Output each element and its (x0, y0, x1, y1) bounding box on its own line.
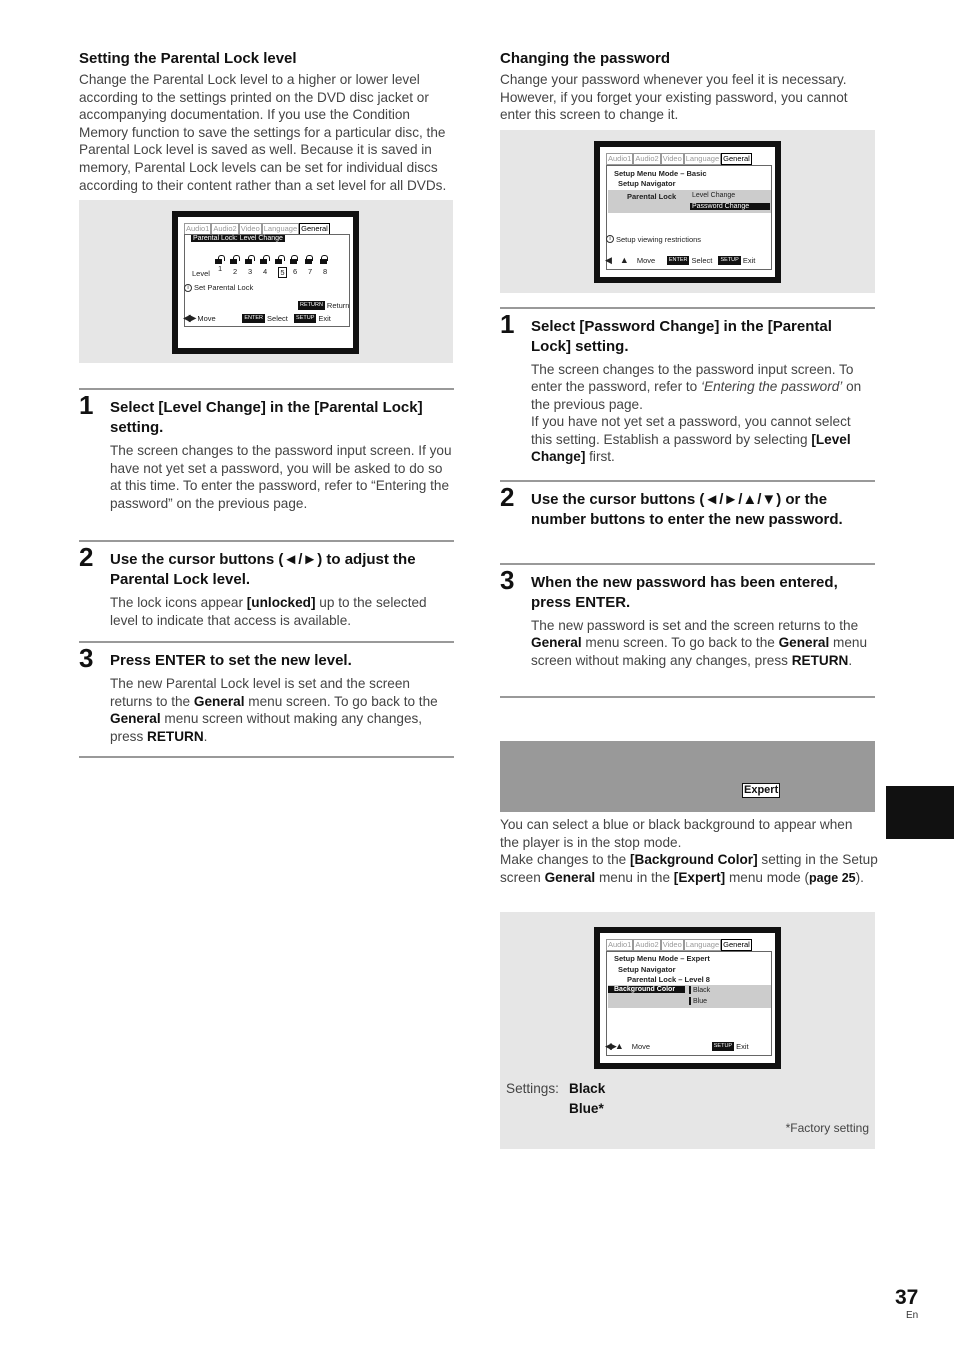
osd-info-text: Set Parental Lock (194, 283, 254, 293)
osd-tab: Audio1 (186, 224, 210, 234)
step-number: 3 (500, 564, 515, 595)
factory-setting-note: *Factory setting (785, 1121, 869, 1135)
osd-line: Setup Menu Mode – Basic (614, 168, 707, 178)
osd-info (606, 235, 701, 244)
osd-tab: Video (240, 224, 260, 234)
osd-screen-level-change (172, 211, 359, 354)
chapter-side-tab (886, 786, 954, 839)
page-reference: page 25 (809, 870, 856, 885)
info-icon: i (606, 235, 614, 243)
step-desc: The new Parental Lock level is set and the screen returns to the General menu screen. To go back to the General menu screen without making any changes, press RETURN. (110, 676, 438, 744)
step-number: 2 (500, 481, 515, 512)
osd-tab: Language (685, 153, 720, 163)
osd-return (298, 301, 349, 310)
osd-screen-password (594, 141, 781, 283)
osd-tabs (606, 939, 752, 951)
step-title: Select [Password Change] in the [Parental Lock] setting. (531, 317, 832, 355)
exit-label: Exit (318, 314, 331, 324)
setting-black: Black (569, 1081, 606, 1096)
level-number: 6 (293, 267, 298, 277)
move-label: Move (197, 314, 216, 324)
unlocked-icon (259, 255, 268, 264)
step-3-level (79, 641, 454, 756)
level-number: 4 (263, 267, 268, 277)
bg-para-1: You can select a blue or black background to appear when the player is in the stop mode. (500, 817, 853, 850)
step-title: When the new password has been entered, press ENTER. (531, 573, 838, 611)
step-number: 3 (79, 643, 94, 674)
bg-para-2: Make changes to the [Background Color] setting in the Setup screen General menu in the [Expert] menu mode (page 25). (500, 852, 878, 885)
level-number: 1 (218, 264, 223, 274)
osd-row-label: Parental Lock (627, 191, 677, 201)
select-label: Select (267, 314, 288, 324)
level-label: Level (192, 269, 210, 279)
osd-option-black: Black (689, 986, 710, 994)
setting-blue: Blue* (569, 1101, 604, 1116)
lock-icon (319, 255, 328, 264)
osd-footer (605, 1041, 775, 1052)
return-key: RETURN (300, 302, 323, 309)
osd-tab-active: General (301, 224, 328, 234)
osd-screen-background (594, 927, 781, 1069)
screen-panel (500, 130, 875, 293)
page-number: 37 (895, 1286, 919, 1309)
level-number: 7 (308, 267, 313, 277)
screen-panel (79, 200, 453, 363)
osd-info (184, 283, 253, 292)
navigation-arrows-icon: ◀▶▲ (605, 1041, 622, 1051)
step-title: Use the cursor buttons (◄/►) to adjust the Parental Lock level. (110, 551, 416, 589)
osd-tab: Video (662, 153, 682, 163)
unlocked-icon (214, 255, 223, 264)
unlocked-icon (274, 255, 283, 264)
unlocked-icon (244, 255, 253, 264)
setup-key: SETUP (713, 1043, 733, 1049)
osd-tab: Audio1 (608, 153, 632, 163)
section-heading-parental-lock: Setting the Parental Lock level (79, 50, 297, 67)
step-number: 1 (500, 308, 515, 339)
lock-icon (289, 255, 298, 264)
divider (500, 696, 875, 698)
return-label: Return (326, 301, 350, 311)
osd-tab: Audio1 (608, 940, 632, 949)
step-title: Press ENTER to set the new level. (110, 652, 352, 670)
settings-label: Settings: (506, 1081, 559, 1096)
osd-tab-active: General (723, 940, 750, 949)
osd-tab: Language (263, 224, 298, 234)
osd-footer (183, 313, 353, 324)
step-title: Use the cursor buttons (◄/►/▲/▼) or the number buttons to enter the new password. (531, 490, 843, 528)
osd-tab-active: General (723, 153, 750, 163)
screen-panel-background (500, 912, 875, 1149)
osd-line: Setup Navigator (618, 178, 676, 188)
background-color-banner (500, 741, 875, 812)
exit-label: Exit (742, 255, 756, 265)
osd-row-label-selected: Background Color (608, 986, 685, 993)
osd-line: Setup Menu Mode – Expert (614, 954, 710, 963)
unlocked-icon (229, 255, 238, 264)
setup-key: SETUP (720, 256, 739, 263)
step-desc: The new password is set and the screen returns to the General menu screen. To go back to the General menu screen without making any changes, press RETURN. (531, 617, 868, 668)
divider (79, 756, 454, 758)
setup-key: SETUP (296, 315, 315, 322)
info-icon: i (184, 284, 192, 292)
osd-option-selected: Password Change (690, 203, 770, 210)
osd-title: Parental Lock: Level Change (193, 235, 283, 243)
osd-option: Level Change (692, 191, 736, 199)
exit-label: Exit (736, 1042, 749, 1051)
osd-option-blue: Blue (689, 997, 707, 1005)
osd-tab: Audio2 (635, 153, 659, 163)
osd-tab: Audio2 (635, 940, 659, 949)
level-number-selected: 5 (278, 267, 287, 278)
move-label: Move (636, 255, 656, 265)
step-2-password (500, 480, 875, 563)
level-numbers (218, 264, 338, 278)
step-2-level (79, 540, 454, 641)
osd-line: Setup Navigator (618, 965, 676, 974)
step-desc: The screen changes to the password input screen. To enter the password, refer to ‘Entering the password’ on the previous page. If you have not yet set a password, you cannot select this setting. Establish a password by selecting [Level Change] first. (531, 361, 862, 465)
osd-tab: Language (685, 940, 720, 949)
background-color-text (500, 816, 880, 887)
step-3-password (500, 563, 875, 696)
enter-key: ENTER (244, 315, 264, 322)
osd-info-text: Setup viewing restrictions (616, 234, 702, 244)
page-language: En (906, 1310, 919, 1321)
up-arrow-icon: ▲ (619, 255, 629, 266)
step-title: Select [Level Change] in the [Parental Lock] setting. (110, 399, 423, 437)
select-label: Select (691, 255, 713, 265)
section-intro: Change your password whenever you feel it is necessary. However, if you forget your existing password, you cannot enter this screen to change it. (500, 72, 848, 123)
left-right-arrows-icon: ◀▶ (183, 313, 195, 325)
lock-icons (214, 255, 328, 264)
left-column (79, 50, 454, 758)
expert-badge: Expert (744, 784, 779, 796)
step-1-password (500, 307, 875, 480)
step-1-level (79, 388, 454, 540)
step-number: 1 (79, 390, 94, 421)
section-intro: Change the Parental Lock level to a higher or lower level according to the settings printed on the DVD disc jacket or accompanying documentation. If you use the Condition Memory function to save the settings for a particular disc, the Parental Lock level is saved as well. Because it is saved in memory, Parental Lock levels can be set for individual discs according to their content rather than a set level for all DVDs. (79, 72, 447, 193)
osd-tab: Audio2 (213, 224, 237, 234)
level-number: 3 (248, 267, 253, 277)
osd-line: Parental Lock – Level 8 (627, 975, 710, 984)
osd-footer (605, 255, 775, 266)
lock-icon (304, 255, 313, 264)
step-number: 2 (79, 542, 94, 573)
move-label: Move (631, 1042, 651, 1051)
section-heading-password: Changing the password (500, 50, 671, 67)
enter-key: ENTER (668, 256, 688, 263)
step-desc: The lock icons appear [unlocked] up to the selected level to indicate that access is available. (110, 595, 427, 628)
osd-tab: Video (662, 940, 682, 949)
osd-tabs (606, 153, 752, 165)
level-number: 8 (323, 267, 328, 277)
right-column (500, 50, 875, 698)
step-desc: The screen changes to the password input screen. If you have not yet set a password, you will be asked to do so at this time. To enter the password, refer to “Entering the password” on the previous page. (110, 443, 452, 511)
level-number: 2 (233, 267, 238, 277)
left-arrow-icon: ◀ (605, 254, 612, 265)
